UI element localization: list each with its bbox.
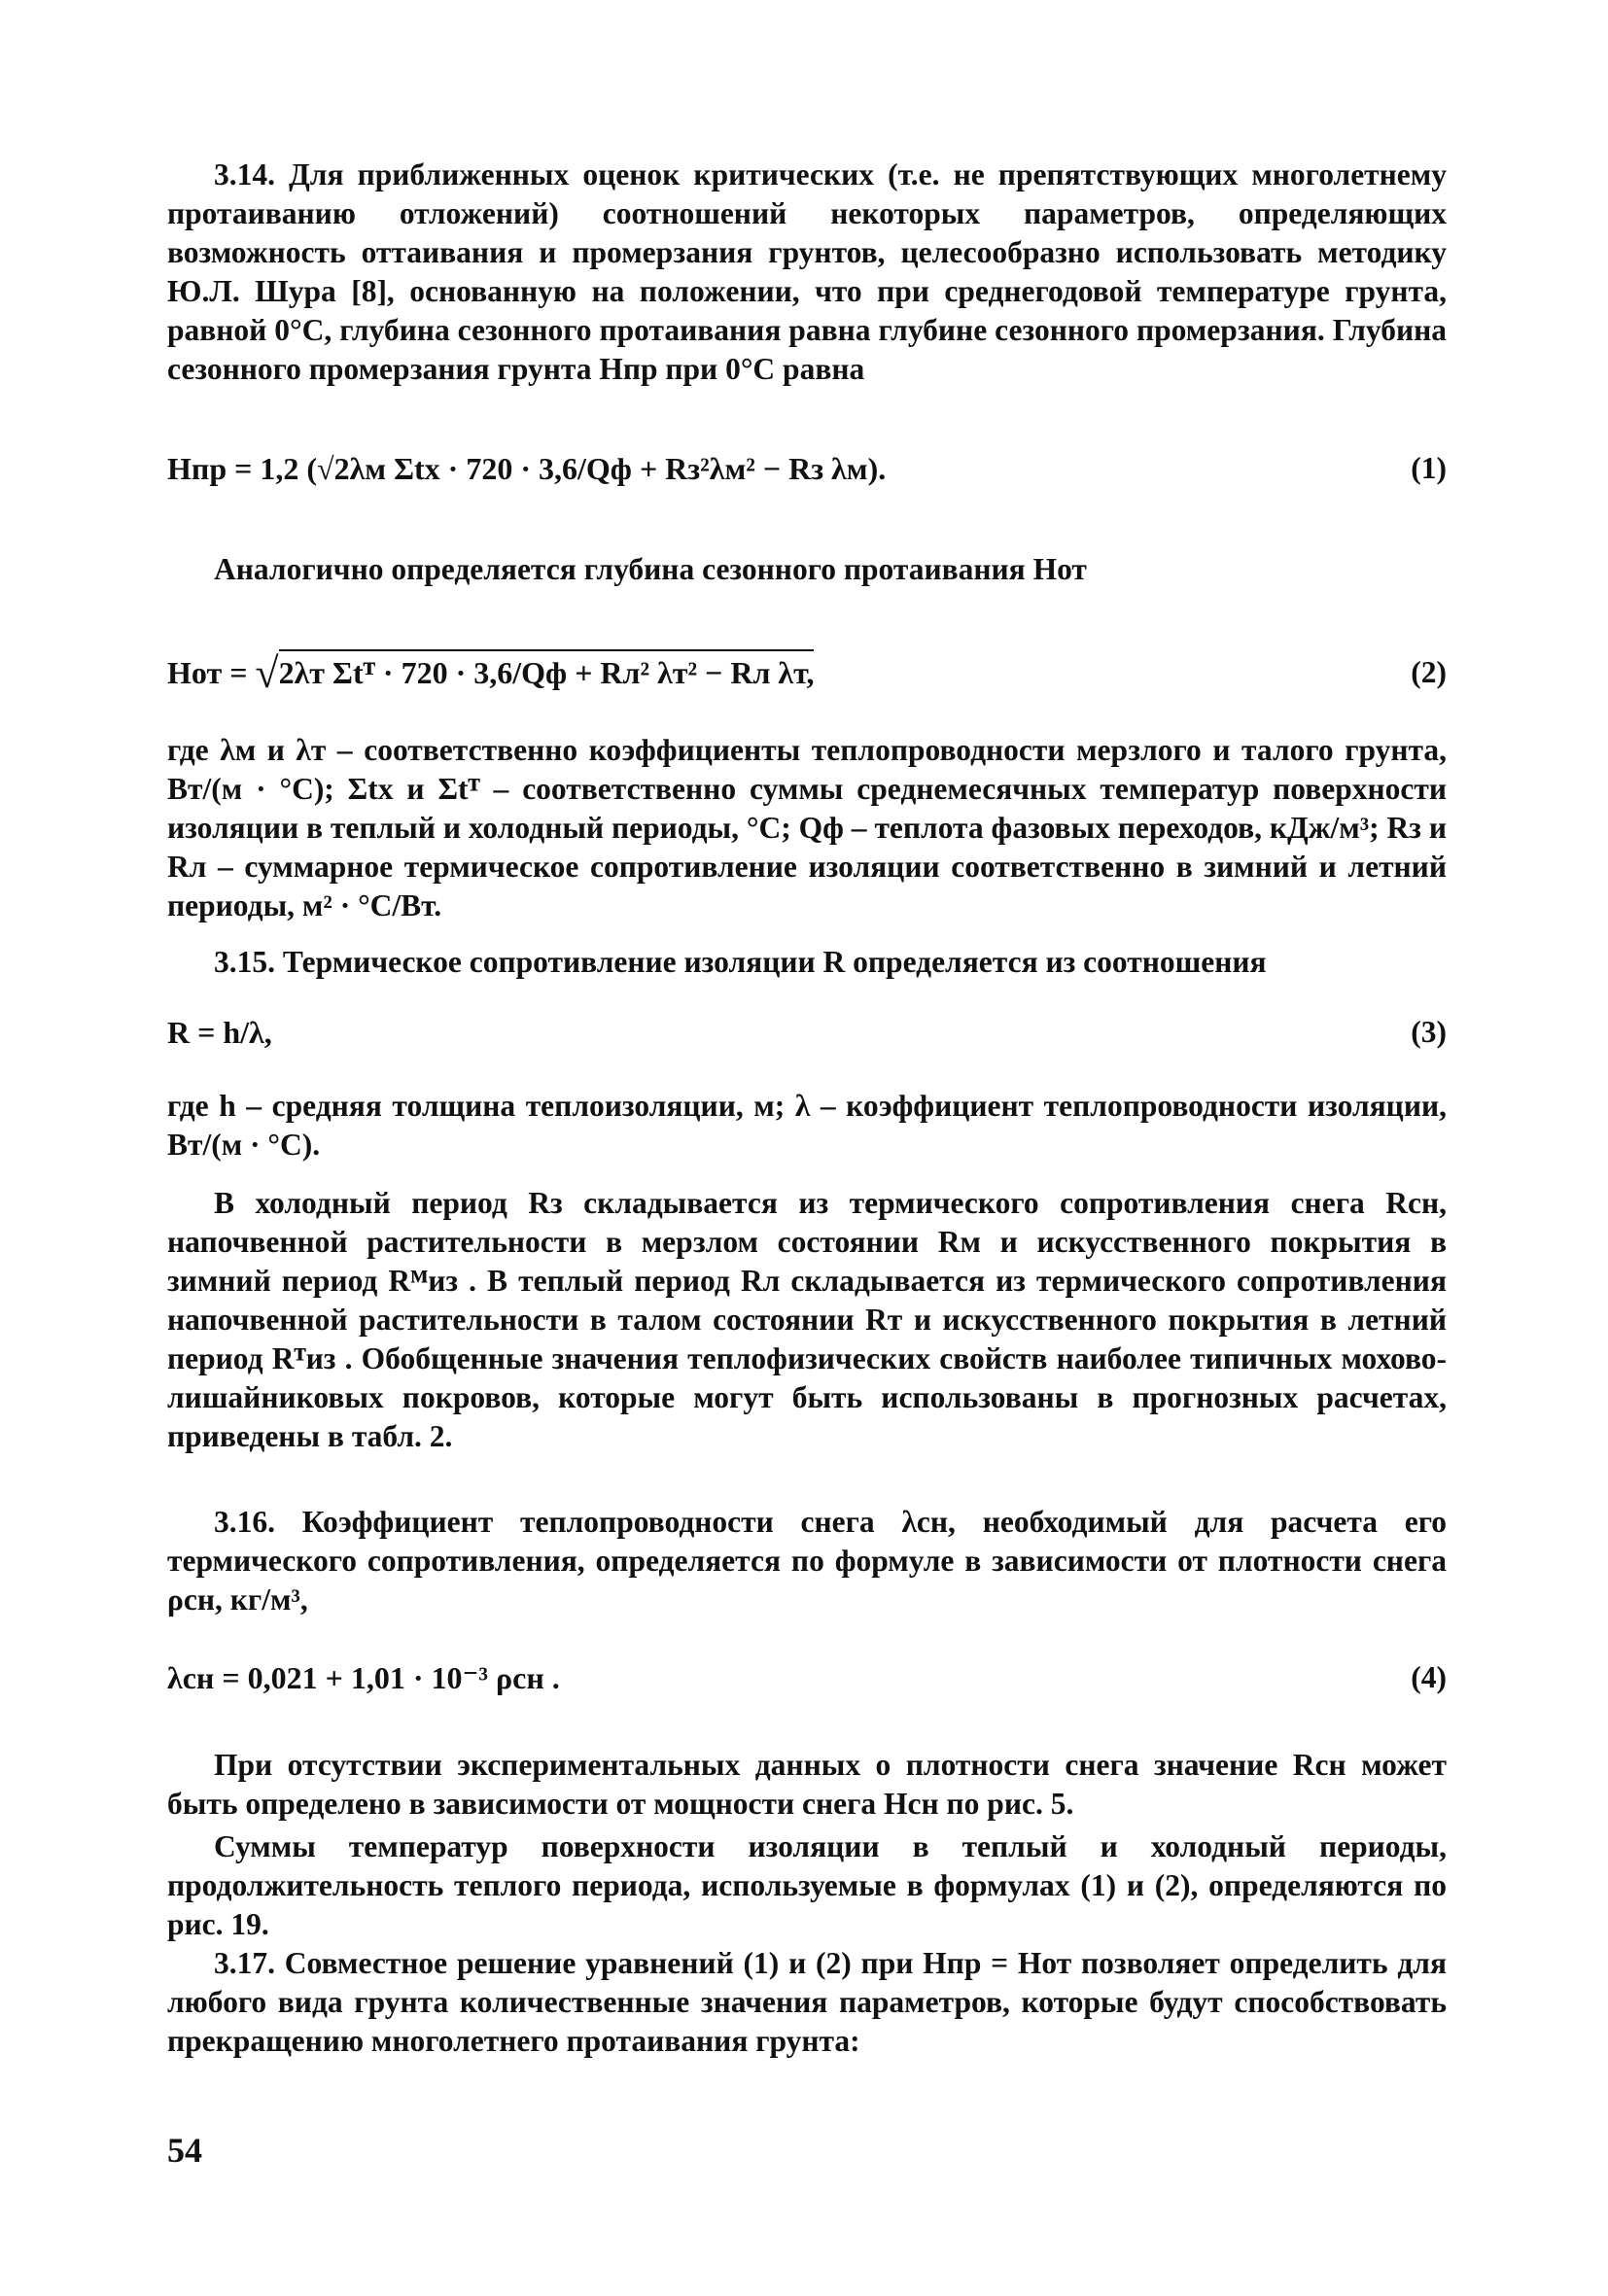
- equation-3-expression: R = h/λ,: [167, 1015, 272, 1050]
- equation-3: [167, 1003, 1447, 1061]
- equation-1-number: (1): [1411, 451, 1447, 485]
- equation-4-expression: λсн = 0,021 + 1,01 · 10⁻³ ρсн .: [167, 1660, 560, 1695]
- equation-1-expression: Hпр = 1,2 (√2λм Σtх · 720 · 3,6/Qф + Rз²λм² − Rз λм).: [167, 451, 887, 486]
- section-3-16-paragraph-2: При отсутствии экспериментальных данных о плотности снега значение Rсн может быть определено в зависимости от мощности снега Hсн по рис. 5.: [167, 1748, 1447, 1821]
- equation-4-number: (4): [1411, 1660, 1447, 1694]
- section-3-14-text-2: Аналогично определяется глубина сезонного протаивания Hот: [214, 552, 1087, 586]
- section-3-15-paragraph: 3.15. Термическое сопротивление изоляции R определяется из соотношения: [214, 945, 1267, 979]
- equation-4: [167, 1649, 1447, 1707]
- section-3-16-paragraph: 3.16. Коэффициент теплопроводности снега λсн, необходимый для расчета его термического сопротивления, определяется по формуле в зависимости от плотности снега ρсн, кг/м³,: [167, 1505, 1447, 1617]
- equation-2-expression: [167, 644, 814, 703]
- equation-2: [167, 644, 1447, 702]
- equation-2-number: (2): [1411, 655, 1447, 689]
- equation-2-radicand: 2λт Σtᵀ · 720 · 3,6/Qф + Rл² λт² − Rл λт,: [279, 649, 815, 692]
- page-number: 54: [167, 2131, 202, 2170]
- section-3-14-where-clause: где λм и λт – соответственно коэффициенты теплопроводности мерзлого и талого грунта, Вт/(м · °С); Σtх и Σtᵀ – соответственно суммы среднемесячных температур поверхности изоляции в теплый и холодный периоды, °С; Qф – теплота фазовых переходов, кДж/м³; Rз и Rл – суммарное термическое сопротивление изоляции соответственно в зимний и летний периоды, м² · °С/Вт.: [167, 733, 1447, 922]
- section-3-14-paragraph: 3.14. Для приближенных оценок критических (т.е. не препятствующих многолетнему протаиванию отложений) соотношений некоторых параметров, определяющих возможность оттаивания и промерзания грунтов, целесообразно использовать методику Ю.Л. Шура [8], основанную на положении, что при среднегодовой температуре грунта, равной 0°С, глубина сезонного протаивания равна глубине сезонного промерзания. Глубина сезонного промерзания грунта Hпр при 0°С равна: [167, 157, 1447, 386]
- section-3-16-paragraph-3: Суммы температур поверхности изоляции в теплый и холодный периоды, продолжительность теплого периода, используемые в формулах (1) и (2), определяются по рис. 19.: [167, 1829, 1447, 1941]
- equation-3-number: (3): [1411, 1015, 1447, 1049]
- radical-sign: √: [255, 649, 279, 697]
- equation-2-lhs: Hот =: [167, 655, 248, 690]
- equation-1: [167, 439, 1447, 498]
- section-3-15-where-clause: где h – средняя толщина теплоизоляции, м; λ – коэффициент теплопроводности изоляции, Вт/(м · °С).: [167, 1089, 1447, 1162]
- section-3-15-paragraph-2: В холодный период Rз складывается из термического сопротивления снега Rсн, напочвенной растительности в мерзлом состоянии Rм и искусственного покрытия в зимний период Rᴹиз . В теплый период Rл складывается из термического сопротивления напочвенной растительности в талом состоянии Rт и искусственного покрытия в летний период Rᵀиз . Обобщенные значения теплофизических свойств наиболее типичных мохово-лишайниковых покровов, которые могут быть использованы в прогнозных расчетах, приведены в табл. 2.: [167, 1186, 1447, 1453]
- section-3-17-paragraph: 3.17. Совместное решение уравнений (1) и (2) при Hпр = Hот позволяет определить для любого вида грунта количественные значения параметров, которые будут способствовать прекращению многолетнего протаивания грунта:: [167, 1946, 1447, 2058]
